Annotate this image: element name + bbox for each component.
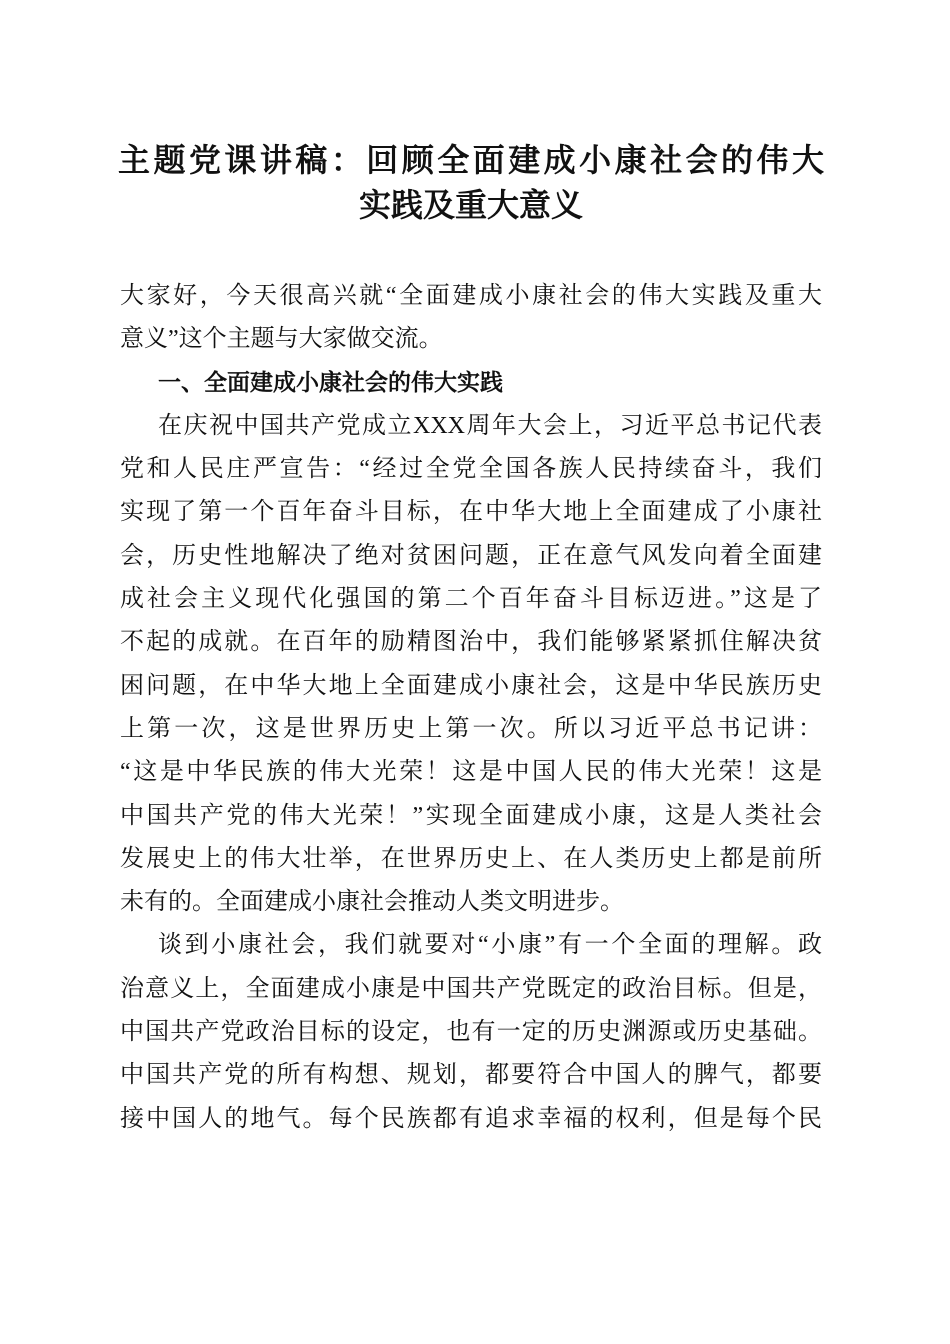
text-line: 大家好，今天很高兴就“全面建成小康社会的伟大实践及重大 <box>120 283 822 309</box>
text-line: 接中国人的地气。每个民族都有追求幸福的权利，但是每个民 <box>120 1105 822 1132</box>
heading-text: 一、全面建成小康社会的伟大实践 <box>158 369 503 396</box>
paragraph <box>120 405 822 925</box>
document-title-line-1: 主题党课讲稿：回顾全面建成小康社会的伟大 <box>118 141 824 179</box>
text-line: 中国共产党的所有构想、规划，都要符合中国人的脾气，都要 <box>120 1062 822 1089</box>
text-line: 发展史上的伟大壮举，在世界历史上、在人类历史上都是前所 <box>120 845 822 872</box>
text-line: 中国共产党的伟大光荣！”实现全面建成小康，这是人类社会 <box>120 802 822 829</box>
text-line: 谈到小康社会，我们就要对“小康”有一个全面的理解。政 <box>158 932 822 959</box>
text-line: 困问题，在中华大地上全面建成小康社会，这是中华民族历史 <box>120 672 822 699</box>
text-line: 未有的。全面建成小康社会推动人类文明进步。 <box>120 889 624 916</box>
text-line: 党和人民庄严宣告：“经过全党全国各族人民持续奋斗，我们 <box>120 456 822 483</box>
section-heading <box>120 362 822 405</box>
text-line: 不起的成就。在百年的励精图治中，我们能够紧紧抓住解决贫 <box>120 629 822 656</box>
text-line: 意义”这个主题与大家做交流。 <box>120 326 443 353</box>
paragraph <box>120 924 822 1140</box>
text-line: 成社会主义现代化强国的第二个百年奋斗目标迈进。”这是了 <box>120 586 822 613</box>
text-line: 会，历史性地解决了绝对贫困问题，正在意气风发向着全面建 <box>120 542 822 569</box>
text-line: 上第一次，这是世界历史上第一次。所以习近平总书记讲： <box>120 715 822 742</box>
text-line: 中国共产党政治目标的设定，也有一定的历史渊源或历史基础。 <box>120 1019 822 1046</box>
document-title-line-2: 实践及重大意义 <box>358 186 583 224</box>
document-body <box>120 275 822 1141</box>
text-line: “这是中华民族的伟大光荣！这是中国人民的伟大光荣！这是 <box>120 759 822 786</box>
paragraph <box>120 275 822 362</box>
text-line: 在庆祝中国共产党成立XXX周年大会上，习近平总书记代表 <box>158 412 822 439</box>
text-line: 实现了第一个百年奋斗目标，在中华大地上全面建成了小康社 <box>120 499 822 526</box>
text-line: 治意义上，全面建成小康是中国共产党既定的政治目标。但是， <box>120 975 822 1002</box>
